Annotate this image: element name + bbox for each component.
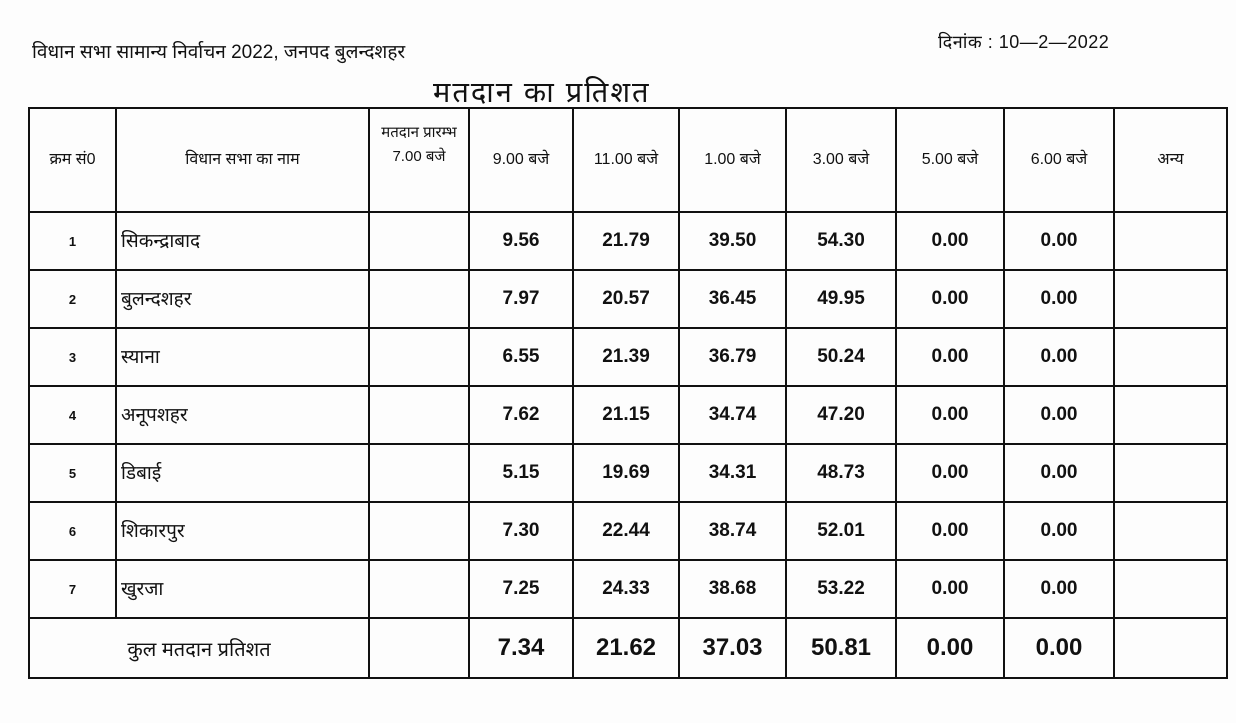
start-cell — [369, 560, 469, 618]
col-header-3pm: 3.00 बजे — [786, 108, 896, 212]
total-value-cell: 0.00 — [896, 618, 1004, 678]
total-value-cell: 37.03 — [679, 618, 786, 678]
turnout-value-cell: 0.00 — [1004, 444, 1114, 502]
table-row — [29, 502, 1227, 560]
table-row — [29, 212, 1227, 270]
other-cell — [1114, 328, 1227, 386]
turnout-value-cell: 0.00 — [1004, 270, 1114, 328]
turnout-value-cell: 38.74 — [679, 502, 786, 560]
turnout-value-cell: 7.97 — [469, 270, 573, 328]
start-cell — [369, 386, 469, 444]
turnout-value-cell: 5.15 — [469, 444, 573, 502]
col-header-other: अन्य — [1114, 108, 1227, 212]
serial-cell: 5 — [29, 444, 116, 502]
other-cell — [1114, 502, 1227, 560]
serial-cell: 4 — [29, 386, 116, 444]
turnout-value-cell: 24.33 — [573, 560, 679, 618]
document-title: मतदान का प्रतिशत — [433, 77, 651, 109]
turnout-value-cell: 36.79 — [679, 328, 786, 386]
other-cell — [1114, 560, 1227, 618]
constituency-name-cell: शिकारपुर — [116, 502, 369, 560]
turnout-value-cell: 0.00 — [896, 386, 1004, 444]
start-cell — [369, 212, 469, 270]
turnout-value-cell: 9.56 — [469, 212, 573, 270]
total-value-cell: 50.81 — [786, 618, 896, 678]
col-header-name: विधान सभा का नाम — [116, 108, 369, 212]
other-cell — [1114, 618, 1227, 678]
serial-cell: 6 — [29, 502, 116, 560]
start-cell — [369, 502, 469, 560]
turnout-value-cell: 34.74 — [679, 386, 786, 444]
total-value-cell: 0.00 — [1004, 618, 1114, 678]
col-header-1pm: 1.00 बजे — [679, 108, 786, 212]
table-row — [29, 328, 1227, 386]
turnout-value-cell: 39.50 — [679, 212, 786, 270]
turnout-value-cell: 7.62 — [469, 386, 573, 444]
table-row — [29, 444, 1227, 502]
turnout-value-cell: 38.68 — [679, 560, 786, 618]
turnout-value-cell: 0.00 — [896, 212, 1004, 270]
total-row — [29, 618, 1227, 678]
table-header-row — [29, 108, 1227, 212]
turnout-value-cell: 0.00 — [896, 328, 1004, 386]
col-header-9am: 9.00 बजे — [469, 108, 573, 212]
document-subtitle: विधान सभा सामान्य निर्वाचन 2022, जनपद बुलन्दशहर — [32, 42, 406, 63]
total-value-cell: 7.34 — [469, 618, 573, 678]
col-header-serial: क्रम सं0 — [29, 108, 116, 212]
start-cell — [369, 328, 469, 386]
total-label-cell: कुल मतदान प्रतिशत — [29, 618, 369, 678]
turnout-value-cell: 47.20 — [786, 386, 896, 444]
other-cell — [1114, 270, 1227, 328]
turnout-value-cell: 0.00 — [896, 560, 1004, 618]
turnout-value-cell: 36.45 — [679, 270, 786, 328]
turnout-value-cell: 0.00 — [896, 270, 1004, 328]
turnout-value-cell: 48.73 — [786, 444, 896, 502]
turnout-value-cell: 53.22 — [786, 560, 896, 618]
turnout-value-cell: 49.95 — [786, 270, 896, 328]
start-cell — [369, 618, 469, 678]
constituency-name-cell: बुलन्दशहर — [116, 270, 369, 328]
turnout-value-cell: 21.15 — [573, 386, 679, 444]
turnout-value-cell: 0.00 — [896, 502, 1004, 560]
turnout-value-cell: 50.24 — [786, 328, 896, 386]
document-date: दिनांक : 10—2—2022 — [938, 32, 1110, 52]
constituency-name-cell: सिकन्द्राबाद — [116, 212, 369, 270]
turnout-value-cell: 19.69 — [573, 444, 679, 502]
other-cell — [1114, 444, 1227, 502]
start-cell — [369, 444, 469, 502]
table-row — [29, 560, 1227, 618]
constituency-name-cell: स्याना — [116, 328, 369, 386]
turnout-value-cell: 0.00 — [896, 444, 1004, 502]
serial-cell: 2 — [29, 270, 116, 328]
col-header-5pm: 5.00 बजे — [896, 108, 1004, 212]
turnout-value-cell: 7.25 — [469, 560, 573, 618]
turnout-value-cell: 0.00 — [1004, 328, 1114, 386]
turnout-value-cell: 0.00 — [1004, 502, 1114, 560]
col-header-start: मतदान प्रारम्भ 7.00 बजे — [369, 108, 469, 212]
constituency-name-cell: खुरजा — [116, 560, 369, 618]
serial-cell: 1 — [29, 212, 116, 270]
turnout-value-cell: 0.00 — [1004, 386, 1114, 444]
turnout-value-cell: 21.79 — [573, 212, 679, 270]
start-cell — [369, 270, 469, 328]
constituency-name-cell: डिबाई — [116, 444, 369, 502]
turnout-value-cell: 54.30 — [786, 212, 896, 270]
turnout-table — [28, 107, 1228, 679]
other-cell — [1114, 386, 1227, 444]
other-cell — [1114, 212, 1227, 270]
table-row — [29, 386, 1227, 444]
turnout-value-cell: 0.00 — [1004, 212, 1114, 270]
turnout-value-cell: 0.00 — [1004, 560, 1114, 618]
constituency-name-cell: अनूपशहर — [116, 386, 369, 444]
table-row — [29, 270, 1227, 328]
turnout-value-cell: 22.44 — [573, 502, 679, 560]
col-header-6pm: 6.00 बजे — [1004, 108, 1114, 212]
turnout-value-cell: 21.39 — [573, 328, 679, 386]
turnout-value-cell: 6.55 — [469, 328, 573, 386]
total-value-cell: 21.62 — [573, 618, 679, 678]
turnout-value-cell: 7.30 — [469, 502, 573, 560]
col-header-11am: 11.00 बजे — [573, 108, 679, 212]
turnout-value-cell: 34.31 — [679, 444, 786, 502]
turnout-value-cell: 52.01 — [786, 502, 896, 560]
serial-cell: 3 — [29, 328, 116, 386]
serial-cell: 7 — [29, 560, 116, 618]
turnout-value-cell: 20.57 — [573, 270, 679, 328]
